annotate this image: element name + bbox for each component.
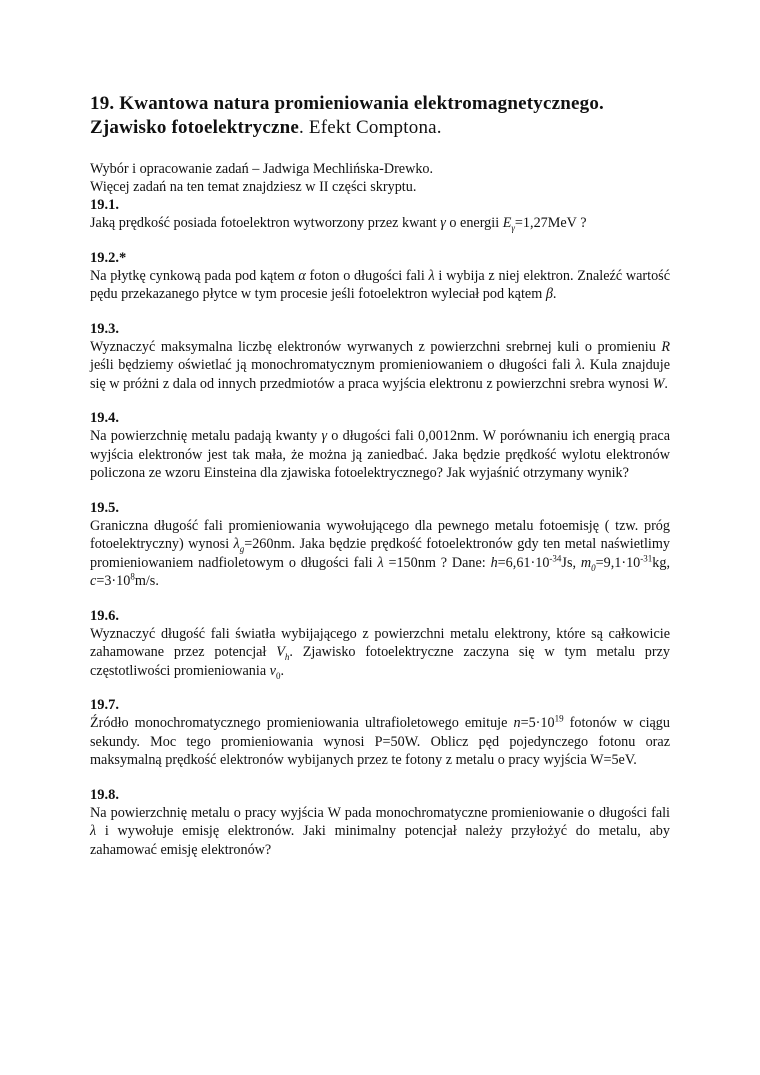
problem-text: Wyznaczyć długość fali światła wybijającego z powierzchni metalu elektrony, które są całkowicie zahamowane przez potencjał $V_h$. Zjawisko fotoelektryczne zaczyna się w tym metalu przy częstotliwości promieniowania $\nu_0$.: [90, 625, 670, 681]
problem-text: Wyznaczyć maksymalna liczbę elektronów wyrwanych z powierzchni srebrnej kuli o promieniu R jeśli będziemy oświetlać ją monochromatycznym promieniowaniem o długości fali λ. Kula znajduje się w próżni z dala od innych przedmiotów a praca wyjścia elektronu z powierzchni srebra wynosi W.: [90, 338, 671, 392]
problem-number: 19.5.: [90, 499, 119, 516]
problem-19-1: [90, 196, 670, 233]
problem-text: Na powierzchnię metalu padają kwanty γ o długości fali 0,0012nm. W porównaniu ich energią praca wyjścia elektronów jest tak mała, że można ją zaniedbać. Jaka będzie prędkość wylotu elektronów policzona ze wzoru Einsteina dla zjawiska fotoelektrycznego? Jak wyjaśnić otrzymany wynik?: [90, 428, 670, 481]
problem-19-4: [90, 409, 670, 483]
chapter-title: [90, 92, 670, 140]
problem-text: Na powierzchnię metalu o pracy wyjścia W pada monochromatyczne promieniowanie o długości fali λ i wywołuje emisję elektronów. Jaki minimalny potencjał należy przyłożyć do metalu, aby zahamować emisję elektronów?: [90, 804, 670, 858]
problem-19-3: [90, 320, 670, 394]
problem-number: 19.8.: [90, 786, 119, 803]
problem-19-2: [90, 249, 670, 304]
problem-19-8: [90, 786, 670, 860]
problem-text: Jaką prędkość posiada fotoelektron wytworzony przez kwant γ o energii $E_\gamma=1,27MeV$ ?: [90, 215, 587, 233]
intro: [90, 160, 670, 196]
problem-text: Na płytkę cynkową pada pod kątem α foton o długości fali λ i wybija z niej elektron. Znaleźć wartość pędu przekazanego płytce w tym procesie jeśli fotoelektron wyleciał pod kątem β.: [90, 267, 670, 302]
problem-number: 19.3.: [90, 320, 119, 337]
title-line-2: Zjawisko fotoelektryczne. Efekt Comptona.: [90, 117, 442, 138]
problem-number: 19.4.: [90, 410, 119, 426]
problem-number: 19.6.: [90, 607, 119, 624]
intro-author: Wybór i opracowanie zadań – Jadwiga Mechlińska-Drewko.: [90, 161, 434, 177]
problem-19-7: [90, 696, 670, 770]
problem-number: 19.7.: [90, 697, 119, 713]
problem-text: Źródło monochromatycznego promieniowania ultrafioletowego emituje $n=5\cdot 10^{19}$ fotonów w ciągu sekundy. Moc tego promieniowania wynosi P=50W. Oblicz pęd pojedynczego fotonu oraz maksymalną prędkość elektronów wybijanych przez te fotony z metalu o pracy wyjścia W=5eV.: [90, 713, 670, 768]
problem-number: 19.2.*: [90, 249, 127, 266]
problem-19-6: [90, 607, 670, 681]
problem-text: Graniczna długość fali promieniowania wywołującego dla pewnego metalu fotoemisję ( tzw. próg fotoelektryczny) wynosi $\lambda_g=260nm$. Jaka będzie prędkość fotoelektronów gdy ten metal naświetlimy promieniowaniem nadfioletowym o długości fali λ =150nm ? Dane: $h=6,61\cdot 10^{-34}Js$, $m_0=9,1\cdot 10^{-31}kg$, $c=3\cdot 10^8m/s$.: [90, 517, 670, 589]
problem-19-5: [90, 499, 670, 591]
problem-number: 19.1.: [90, 197, 119, 213]
intro-note: Więcej zadań na ten temat znajdziesz w II części skryptu.: [90, 179, 417, 195]
title-line-1: 19. Kwantowa natura promieniowania elektromagnetycznego.: [90, 93, 604, 114]
